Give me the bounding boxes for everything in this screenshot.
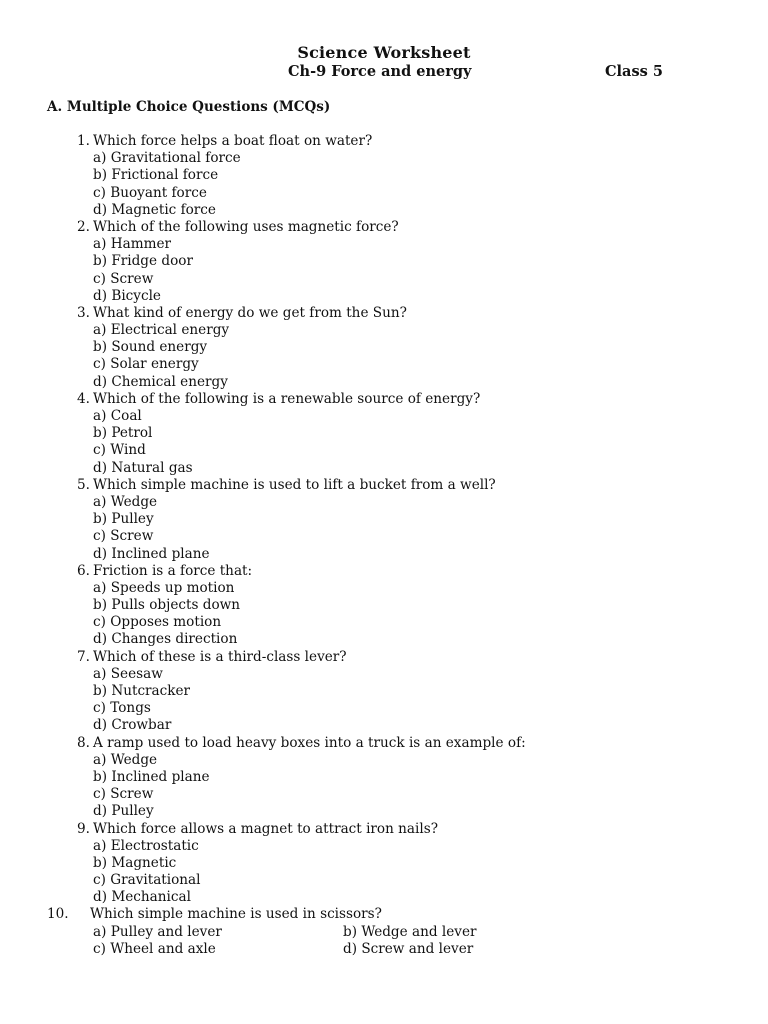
question-9: [0, 821, 768, 838]
question-3: [0, 305, 768, 322]
option-line: [0, 838, 768, 855]
question-number: 1.: [77, 133, 90, 149]
question-text: Which simple machine is used in scissors?: [90, 906, 382, 923]
option-line: [0, 185, 768, 202]
option-line: [0, 167, 768, 184]
option-d: d) Natural gas: [93, 459, 193, 476]
option-d: d) Bicycle: [93, 287, 161, 304]
option-line: [0, 150, 768, 167]
option-d: d) Chemical energy: [93, 373, 228, 390]
option-c: c) Tongs: [93, 700, 151, 717]
option-c: c) Screw: [93, 270, 154, 287]
chapter-title: Ch-9 Force and energy: [288, 63, 472, 80]
option-line: [0, 717, 768, 734]
option-line: [0, 700, 768, 717]
option-line: [0, 924, 768, 941]
option-line: [0, 786, 768, 803]
option-line: [0, 597, 768, 614]
class-label: Class 5: [605, 63, 663, 80]
option-a: a) Speeds up motion: [93, 579, 235, 596]
question-2: [0, 219, 768, 236]
question-number: 2.: [77, 218, 90, 235]
option-d: d) Pulley: [93, 803, 154, 820]
question-1: [0, 133, 768, 150]
question-text: Which of these is a third-class lever?: [93, 648, 347, 665]
option-line: [0, 408, 768, 425]
option-c: c) Solar energy: [93, 356, 199, 373]
option-line: [0, 769, 768, 786]
option-line: [0, 666, 768, 683]
question-text: Which force allows a magnet to attract iron nails?: [93, 820, 439, 837]
option-c: c) Wind: [93, 442, 146, 459]
option-line: [0, 236, 768, 253]
option-line: [0, 322, 768, 339]
question-text: Which of the following uses magnetic force?: [93, 218, 399, 235]
option-line: [0, 889, 768, 906]
option-d: d) Mechanical: [93, 889, 191, 906]
option-b: b) Inclined plane: [93, 768, 210, 785]
option-line: [0, 941, 768, 958]
question-number: 5.: [77, 476, 90, 493]
option-a: a) Electrical energy: [93, 322, 230, 339]
question-5: [0, 477, 768, 494]
option-b: b) Fridge door: [93, 253, 193, 270]
option-line: [0, 683, 768, 700]
option-line: [0, 494, 768, 511]
question-number: 8.: [77, 734, 90, 751]
question-number: 6.: [77, 562, 90, 579]
option-line: [0, 356, 768, 373]
option-line: [0, 253, 768, 270]
option-line: [0, 580, 768, 597]
option-b: b) Nutcracker: [93, 683, 191, 699]
question-number: 7.: [77, 648, 90, 665]
option-line: [0, 339, 768, 356]
option-a: a) Coal: [93, 408, 142, 424]
option-line: [0, 614, 768, 631]
option-d: d) Inclined plane: [93, 545, 210, 562]
option-b: b) Pulley: [93, 511, 154, 528]
option-line: [0, 202, 768, 219]
option-b: b) Frictional force: [93, 167, 219, 184]
question-text: Which of the following is a renewable source of energy?: [93, 390, 481, 407]
question-text: What kind of energy do we get from the Sun?: [93, 304, 407, 321]
question-list: [0, 133, 768, 958]
option-a: a) Pulley and lever: [93, 923, 222, 940]
option-line: [0, 528, 768, 545]
option-a: a) Gravitational force: [93, 150, 241, 167]
option-line: [0, 442, 768, 459]
question-8: [0, 735, 768, 752]
option-c: c) Screw: [93, 528, 154, 545]
option-b: b) Petrol: [93, 425, 153, 442]
question-7: [0, 649, 768, 666]
option-a: a) Electrostatic: [93, 837, 199, 854]
question-10: [0, 906, 768, 923]
option-d: d) Screw and lever: [343, 940, 474, 957]
option-c: c) Wheel and axle: [93, 940, 216, 957]
option-b: b) Magnetic: [93, 854, 177, 871]
option-line: [0, 752, 768, 769]
option-line: [0, 631, 768, 648]
option-line: [0, 374, 768, 391]
option-line: [0, 425, 768, 442]
question-number: 10.: [47, 906, 69, 923]
question-number: 3.: [77, 304, 90, 321]
question-6: [0, 563, 768, 580]
option-b: b) Pulls objects down: [93, 597, 241, 614]
question-text: Which simple machine is used to lift a bucket from a well?: [93, 476, 496, 493]
option-c: c) Screw: [93, 786, 154, 803]
question-text: Which force helps a boat float on water?: [93, 133, 373, 149]
option-line: [0, 460, 768, 477]
question-4: [0, 391, 768, 408]
option-line: [0, 803, 768, 820]
option-line: [0, 546, 768, 563]
worksheet-title: Science Worksheet: [297, 43, 471, 62]
option-line: [0, 271, 768, 288]
option-d: d) Magnetic force: [93, 201, 216, 218]
option-a: a) Seesaw: [93, 665, 163, 682]
option-line: [0, 872, 768, 889]
option-a: a) Wedge: [93, 751, 158, 768]
option-b: b) Wedge and lever: [343, 923, 477, 940]
section-heading: A. Multiple Choice Questions (MCQs): [47, 99, 331, 115]
option-c: c) Gravitational: [93, 872, 201, 889]
option-a: a) Hammer: [93, 236, 172, 253]
option-c: c) Opposes motion: [93, 614, 222, 631]
option-a: a) Wedge: [93, 493, 158, 510]
option-d: d) Changes direction: [93, 631, 238, 648]
option-line: [0, 511, 768, 528]
option-line: [0, 855, 768, 872]
question-text: Friction is a force that:: [93, 562, 253, 579]
option-c: c) Buoyant force: [93, 184, 207, 201]
question-text: A ramp used to load heavy boxes into a truck is an example of:: [93, 734, 526, 751]
option-b: b) Sound energy: [93, 339, 208, 356]
option-line: [0, 288, 768, 305]
option-d: d) Crowbar: [93, 717, 172, 734]
question-number: 4.: [77, 390, 90, 407]
question-number: 9.: [77, 820, 90, 837]
